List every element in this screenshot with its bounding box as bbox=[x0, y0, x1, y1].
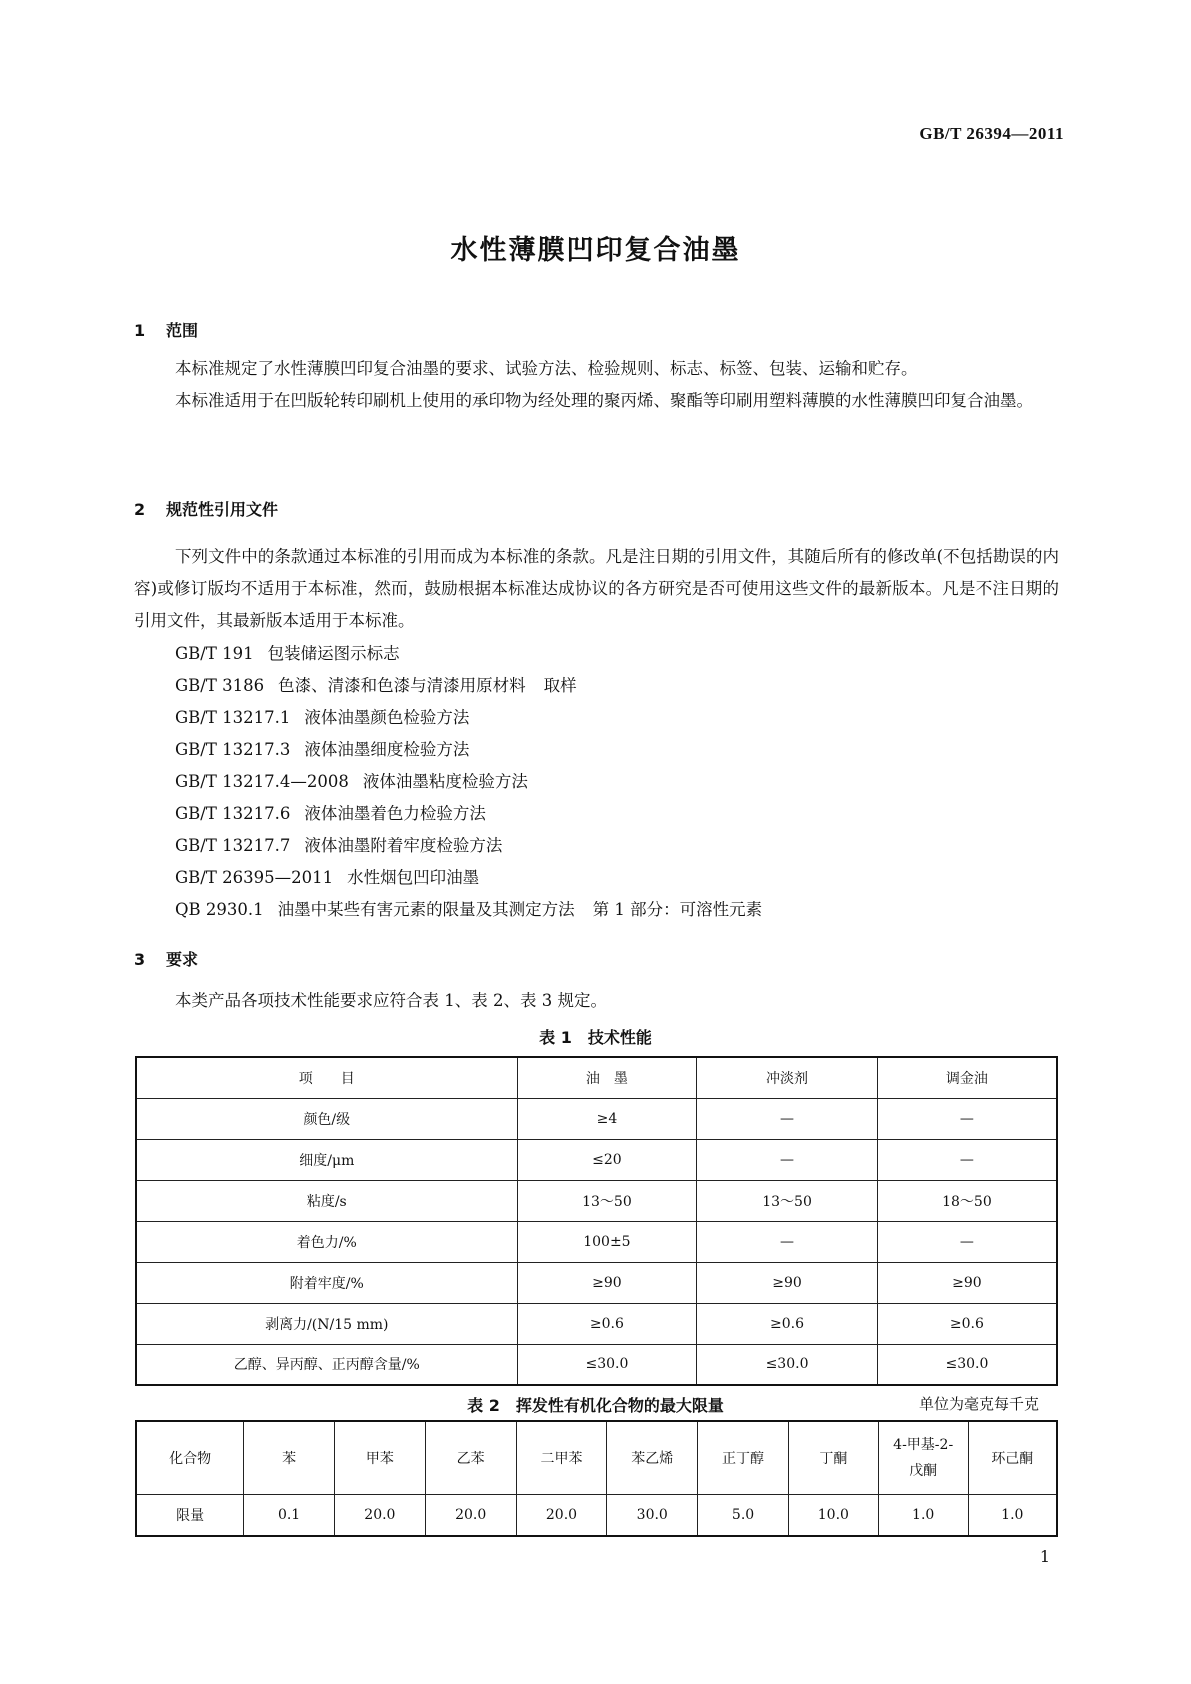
section-3-title: 要求 bbox=[166, 950, 199, 969]
table-cell: 乙醇、异丙醇、正丙醇含量/% bbox=[136, 1344, 517, 1385]
reference-title: 液体油墨粘度检验方法 bbox=[362, 772, 528, 791]
table-header-cell: 二甲苯 bbox=[516, 1421, 607, 1495]
section-2-paragraph: 下列文件中的条款通过本标准的引用而成为本标准的条款。凡是注日期的引用文件，其随后所有的修改单(不包括勘误的内容)或修订版均不适用于本标准，然而，鼓励根据本标准达成协议的各方研究是否可使用这些文件的最新版本。凡是不注日期的引用文件，其最新版本适用于本标准。 bbox=[134, 547, 1059, 630]
reference-code: QB 2930.1 bbox=[175, 900, 264, 919]
reference-item bbox=[175, 734, 762, 766]
table-cell: 0.1 bbox=[244, 1495, 335, 1537]
table-cell: 30.0 bbox=[607, 1495, 698, 1537]
reference-item bbox=[175, 894, 762, 926]
table-cell: ≥90 bbox=[517, 1262, 697, 1303]
table-cell: 限量 bbox=[136, 1495, 244, 1537]
reference-code: GB/T 13217.1 bbox=[175, 708, 291, 727]
standard-number: GB/T 26394—2011 bbox=[919, 124, 1064, 143]
table-cell: ≥4 bbox=[517, 1098, 697, 1139]
table-row bbox=[136, 1495, 1057, 1537]
table-1 bbox=[135, 1056, 1058, 1386]
reference-title: 液体油墨着色力检验方法 bbox=[304, 804, 486, 823]
table-row bbox=[136, 1139, 1057, 1180]
reference-part: 第 1 部分：可溶性元素 bbox=[592, 900, 763, 919]
section-1-title: 范围 bbox=[166, 321, 199, 340]
table-2-caption: 表 2 挥发性有机化合物的最大限量 bbox=[467, 1396, 724, 1415]
section-2-title: 规范性引用文件 bbox=[166, 500, 279, 519]
reference-item bbox=[175, 638, 762, 670]
table-header-cell: 甲苯 bbox=[334, 1421, 425, 1495]
table-cell: 20.0 bbox=[334, 1495, 425, 1537]
table-header-row bbox=[136, 1421, 1057, 1495]
table-row bbox=[136, 1344, 1057, 1385]
table-row bbox=[136, 1262, 1057, 1303]
table-header-cell: 苯乙烯 bbox=[607, 1421, 698, 1495]
table-cell: 20.0 bbox=[425, 1495, 516, 1537]
table-cell: ≤30.0 bbox=[697, 1344, 878, 1385]
reference-title: 包装储运图示标志 bbox=[267, 644, 400, 663]
table-row bbox=[136, 1221, 1057, 1262]
table-cell: — bbox=[877, 1098, 1057, 1139]
table-cell: 着色力/% bbox=[136, 1221, 517, 1262]
table-header-cell: 正丁醇 bbox=[698, 1421, 789, 1495]
table-cell: 13～50 bbox=[697, 1180, 878, 1221]
reference-item bbox=[175, 830, 762, 862]
section-2-number: 2 bbox=[134, 500, 146, 519]
table-row bbox=[136, 1098, 1057, 1139]
section-1-heading bbox=[134, 318, 198, 341]
reference-code: GB/T 13217.3 bbox=[175, 740, 291, 759]
reference-item bbox=[175, 702, 762, 734]
reference-title: 色漆、清漆和色漆与清漆用原材料 bbox=[278, 676, 526, 695]
table-cell: — bbox=[877, 1139, 1057, 1180]
table-cell: ≤30.0 bbox=[877, 1344, 1057, 1385]
section-3-heading bbox=[134, 947, 198, 970]
reference-title: 液体油墨细度检验方法 bbox=[304, 740, 470, 759]
reference-code: GB/T 26395—2011 bbox=[175, 868, 334, 887]
table-header-cell: 乙苯 bbox=[425, 1421, 516, 1495]
table-cell: — bbox=[697, 1098, 878, 1139]
table-cell: 20.0 bbox=[516, 1495, 607, 1537]
table-cell: — bbox=[697, 1221, 878, 1262]
reference-list bbox=[175, 638, 762, 926]
document-title: 水性薄膜凹印复合油墨 bbox=[450, 235, 741, 266]
reference-title: 液体油墨附着牢度检验方法 bbox=[304, 836, 503, 855]
table-header-cell: 环己酮 bbox=[968, 1421, 1057, 1495]
reference-title: 液体油墨颜色检验方法 bbox=[304, 708, 470, 727]
table-cell: 10.0 bbox=[788, 1495, 878, 1537]
section-1-number: 1 bbox=[134, 321, 146, 340]
table-1-caption: 表 1 技术性能 bbox=[539, 1028, 652, 1047]
table-header-cell: 丁酮 bbox=[788, 1421, 878, 1495]
section-1-paragraph-2: 本标准适用于在凹版轮转印刷机上使用的承印物为经处理的聚丙烯、聚酯等印刷用塑料薄膜的水性薄膜凹印复合油墨。 bbox=[175, 391, 1033, 410]
table-header-cell: 4-甲基-2-戊酮 bbox=[878, 1421, 968, 1495]
table-cell: ≤30.0 bbox=[517, 1344, 697, 1385]
table-cell: 剥离力/(N/15 mm) bbox=[136, 1303, 517, 1344]
table-cell: ≥90 bbox=[877, 1262, 1057, 1303]
table-header-cell: 化合物 bbox=[136, 1421, 244, 1495]
table-row bbox=[136, 1180, 1057, 1221]
table-2 bbox=[135, 1420, 1058, 1537]
reference-code: GB/T 3186 bbox=[175, 676, 265, 695]
reference-item bbox=[175, 862, 762, 894]
table-cell: — bbox=[877, 1221, 1057, 1262]
reference-title: 油墨中某些有害元素的限量及其测定方法 bbox=[277, 900, 575, 919]
table-row bbox=[136, 1303, 1057, 1344]
table-cell: 细度/μm bbox=[136, 1139, 517, 1180]
section-3-number: 3 bbox=[134, 950, 146, 969]
reference-part: 取样 bbox=[543, 676, 577, 695]
reference-item bbox=[175, 766, 762, 798]
table-header-cell: 冲淡剂 bbox=[697, 1057, 878, 1098]
table-cell: 粘度/s bbox=[136, 1180, 517, 1221]
table-cell: ≥90 bbox=[697, 1262, 878, 1303]
reference-code: GB/T 13217.4—2008 bbox=[175, 772, 349, 791]
reference-title: 水性烟包凹印油墨 bbox=[347, 868, 480, 887]
table-cell: ≥0.6 bbox=[877, 1303, 1057, 1344]
reference-item bbox=[175, 670, 762, 702]
table-header-cell: 油 墨 bbox=[517, 1057, 697, 1098]
table-header-cell: 调金油 bbox=[877, 1057, 1057, 1098]
table-2-unit-note: 单位为毫克每千克 bbox=[918, 1395, 1039, 1413]
table-header-cell: 项 目 bbox=[136, 1057, 517, 1098]
table-cell: ≥0.6 bbox=[697, 1303, 878, 1344]
table-cell: 颜色/级 bbox=[136, 1098, 517, 1139]
table-cell: 附着牢度/% bbox=[136, 1262, 517, 1303]
table-header-cell: 苯 bbox=[244, 1421, 335, 1495]
table-cell: 100±5 bbox=[517, 1221, 697, 1262]
table-cell: ≥0.6 bbox=[517, 1303, 697, 1344]
table-header-row bbox=[136, 1057, 1057, 1098]
table-cell: 18～50 bbox=[877, 1180, 1057, 1221]
reference-code: GB/T 13217.6 bbox=[175, 804, 291, 823]
table-cell: 1.0 bbox=[968, 1495, 1057, 1537]
page-number: 1 bbox=[1039, 1547, 1050, 1566]
reference-code: GB/T 191 bbox=[175, 644, 254, 663]
reference-item bbox=[175, 798, 762, 830]
table-cell: — bbox=[697, 1139, 878, 1180]
reference-code: GB/T 13217.7 bbox=[175, 836, 291, 855]
section-3-paragraph: 本类产品各项技术性能要求应符合表 1、表 2、表 3 规定。 bbox=[175, 991, 607, 1010]
table-cell: 13～50 bbox=[517, 1180, 697, 1221]
table-cell: 5.0 bbox=[698, 1495, 789, 1537]
table-cell: 1.0 bbox=[878, 1495, 968, 1537]
section-1-paragraph-1: 本标准规定了水性薄膜凹印复合油墨的要求、试验方法、检验规则、标志、标签、包装、运输和贮存。 bbox=[175, 359, 918, 378]
table-cell: ≤20 bbox=[517, 1139, 697, 1180]
section-2-heading bbox=[134, 497, 278, 520]
